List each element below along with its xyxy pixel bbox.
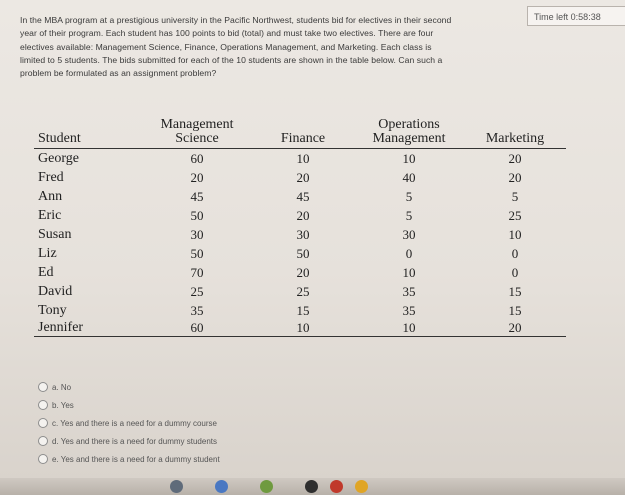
table-row [34, 244, 566, 263]
radio-button[interactable] [38, 418, 48, 428]
cell-om: 10 [354, 320, 464, 337]
taskbar-app-icon[interactable] [170, 480, 183, 493]
cell-marketing: 10 [508, 227, 522, 242]
cell-student: David [38, 284, 73, 299]
header-student: Student [34, 118, 142, 149]
table-row [34, 320, 566, 337]
cell-finance: 45 [296, 189, 310, 204]
cell-finance: 20 [296, 208, 310, 223]
cell-student: George [38, 151, 79, 166]
header-om-line2: Management [372, 131, 446, 146]
cell-student: Tony [38, 303, 67, 318]
cell-student: Liz [38, 246, 57, 261]
cell-ms: 25 [190, 284, 204, 299]
header-operations-management [354, 118, 464, 149]
cell-finance: 30 [296, 227, 310, 242]
cell-om: 35 [402, 284, 416, 299]
cell-finance: 10 [252, 320, 354, 337]
header-marketing: Marketing [464, 118, 566, 149]
cell-student: Eric [38, 208, 62, 223]
cell-finance: 20 [296, 170, 310, 185]
taskbar-app-icon[interactable] [355, 480, 368, 493]
table-row [34, 225, 566, 244]
taskbar-app-icon[interactable] [330, 480, 343, 493]
cell-marketing: 25 [508, 208, 522, 223]
cell-om: 35 [402, 303, 416, 318]
cell-finance: 20 [296, 265, 310, 280]
table-row [34, 168, 566, 187]
cell-ms: 35 [190, 303, 204, 318]
cell-marketing: 20 [464, 320, 566, 337]
table-body [34, 149, 566, 337]
cell-marketing: 0 [511, 246, 519, 261]
table-row [34, 149, 566, 169]
header-ms-line1: Management [160, 117, 234, 132]
option-label: c. Yes and there is a need for a dummy course [52, 418, 217, 428]
cell-ms: 60 [190, 151, 204, 166]
taskbar-app-icon[interactable] [215, 480, 228, 493]
cell-finance: 25 [296, 284, 310, 299]
question-line: In the MBA program at a prestigious university in the Pacific Northwest, students bid for electives in their second [20, 15, 452, 25]
header-ms-line2: Science [175, 131, 219, 146]
taskbar-app-icon[interactable] [305, 480, 318, 493]
cell-ms: 30 [190, 227, 204, 242]
cell-om: 0 [405, 246, 413, 261]
bids-table-container [34, 118, 566, 337]
table-row [34, 206, 566, 225]
header-finance: Finance [252, 118, 354, 149]
question-line: year of their program. Each student has 100 points to bid (total) and must take two electives. There are four [20, 28, 434, 39]
cell-ms: 20 [190, 170, 204, 185]
table-header-row [34, 118, 566, 149]
option-b[interactable] [38, 396, 220, 414]
cell-marketing: 15 [508, 303, 522, 318]
option-a[interactable] [38, 378, 220, 396]
cell-ms: 60 [142, 320, 252, 337]
cell-student: Ed [38, 265, 54, 280]
cell-ms: 70 [190, 265, 204, 280]
table-row [34, 282, 566, 301]
taskbar-app-icon[interactable] [260, 480, 273, 493]
radio-button[interactable] [38, 382, 48, 392]
cell-marketing: 0 [511, 265, 519, 280]
cell-marketing: 5 [511, 189, 519, 204]
cell-finance: 15 [296, 303, 310, 318]
question-line: limited to 5 students. The bids submitted for each of the 10 students are shown in the table below. Can such a [20, 54, 443, 65]
cell-student: Ann [38, 189, 63, 204]
cell-marketing: 15 [508, 284, 522, 299]
option-label: d. Yes and there is a need for dummy students [52, 436, 217, 446]
cell-om: 40 [402, 170, 416, 185]
cell-om: 10 [402, 265, 416, 280]
table-row [34, 187, 566, 206]
cell-om: 5 [405, 208, 413, 223]
option-d[interactable] [38, 432, 220, 450]
question-line: electives available: Management Science, Finance, Operations Management, and Marketing. Each class is [20, 41, 432, 52]
cell-finance: 10 [296, 151, 310, 166]
cell-student: Fred [38, 170, 64, 185]
table-row [34, 263, 566, 282]
cell-student: Susan [38, 227, 72, 242]
cell-ms: 50 [190, 208, 204, 223]
option-label: b. Yes [52, 400, 74, 410]
cell-marketing: 20 [508, 170, 522, 185]
cell-ms: 45 [190, 189, 204, 204]
cell-marketing: 20 [508, 151, 522, 166]
option-c[interactable] [38, 414, 220, 432]
question-text [20, 14, 600, 80]
radio-button[interactable] [38, 400, 48, 410]
bids-table [34, 118, 566, 337]
taskbar [0, 478, 625, 495]
header-om-line1: Operations [378, 117, 440, 132]
question-line: problem be formulated as an assignment problem? [20, 68, 217, 79]
cell-om: 10 [402, 151, 416, 166]
radio-button[interactable] [38, 454, 48, 464]
header-management-science [142, 118, 252, 149]
cell-ms: 50 [190, 246, 204, 261]
cell-student: Jennifer [34, 320, 142, 337]
option-label: a. No [52, 382, 72, 392]
cell-om: 30 [402, 227, 416, 242]
cell-om: 5 [405, 189, 413, 204]
option-label: e. Yes and there is a need for a dummy student [52, 454, 220, 464]
option-e[interactable] [38, 450, 220, 468]
table-row [34, 301, 566, 320]
answer-options [38, 378, 220, 468]
cell-finance: 50 [296, 246, 310, 261]
radio-button[interactable] [38, 436, 48, 446]
timer: Time left 0:58:38 [527, 6, 625, 26]
